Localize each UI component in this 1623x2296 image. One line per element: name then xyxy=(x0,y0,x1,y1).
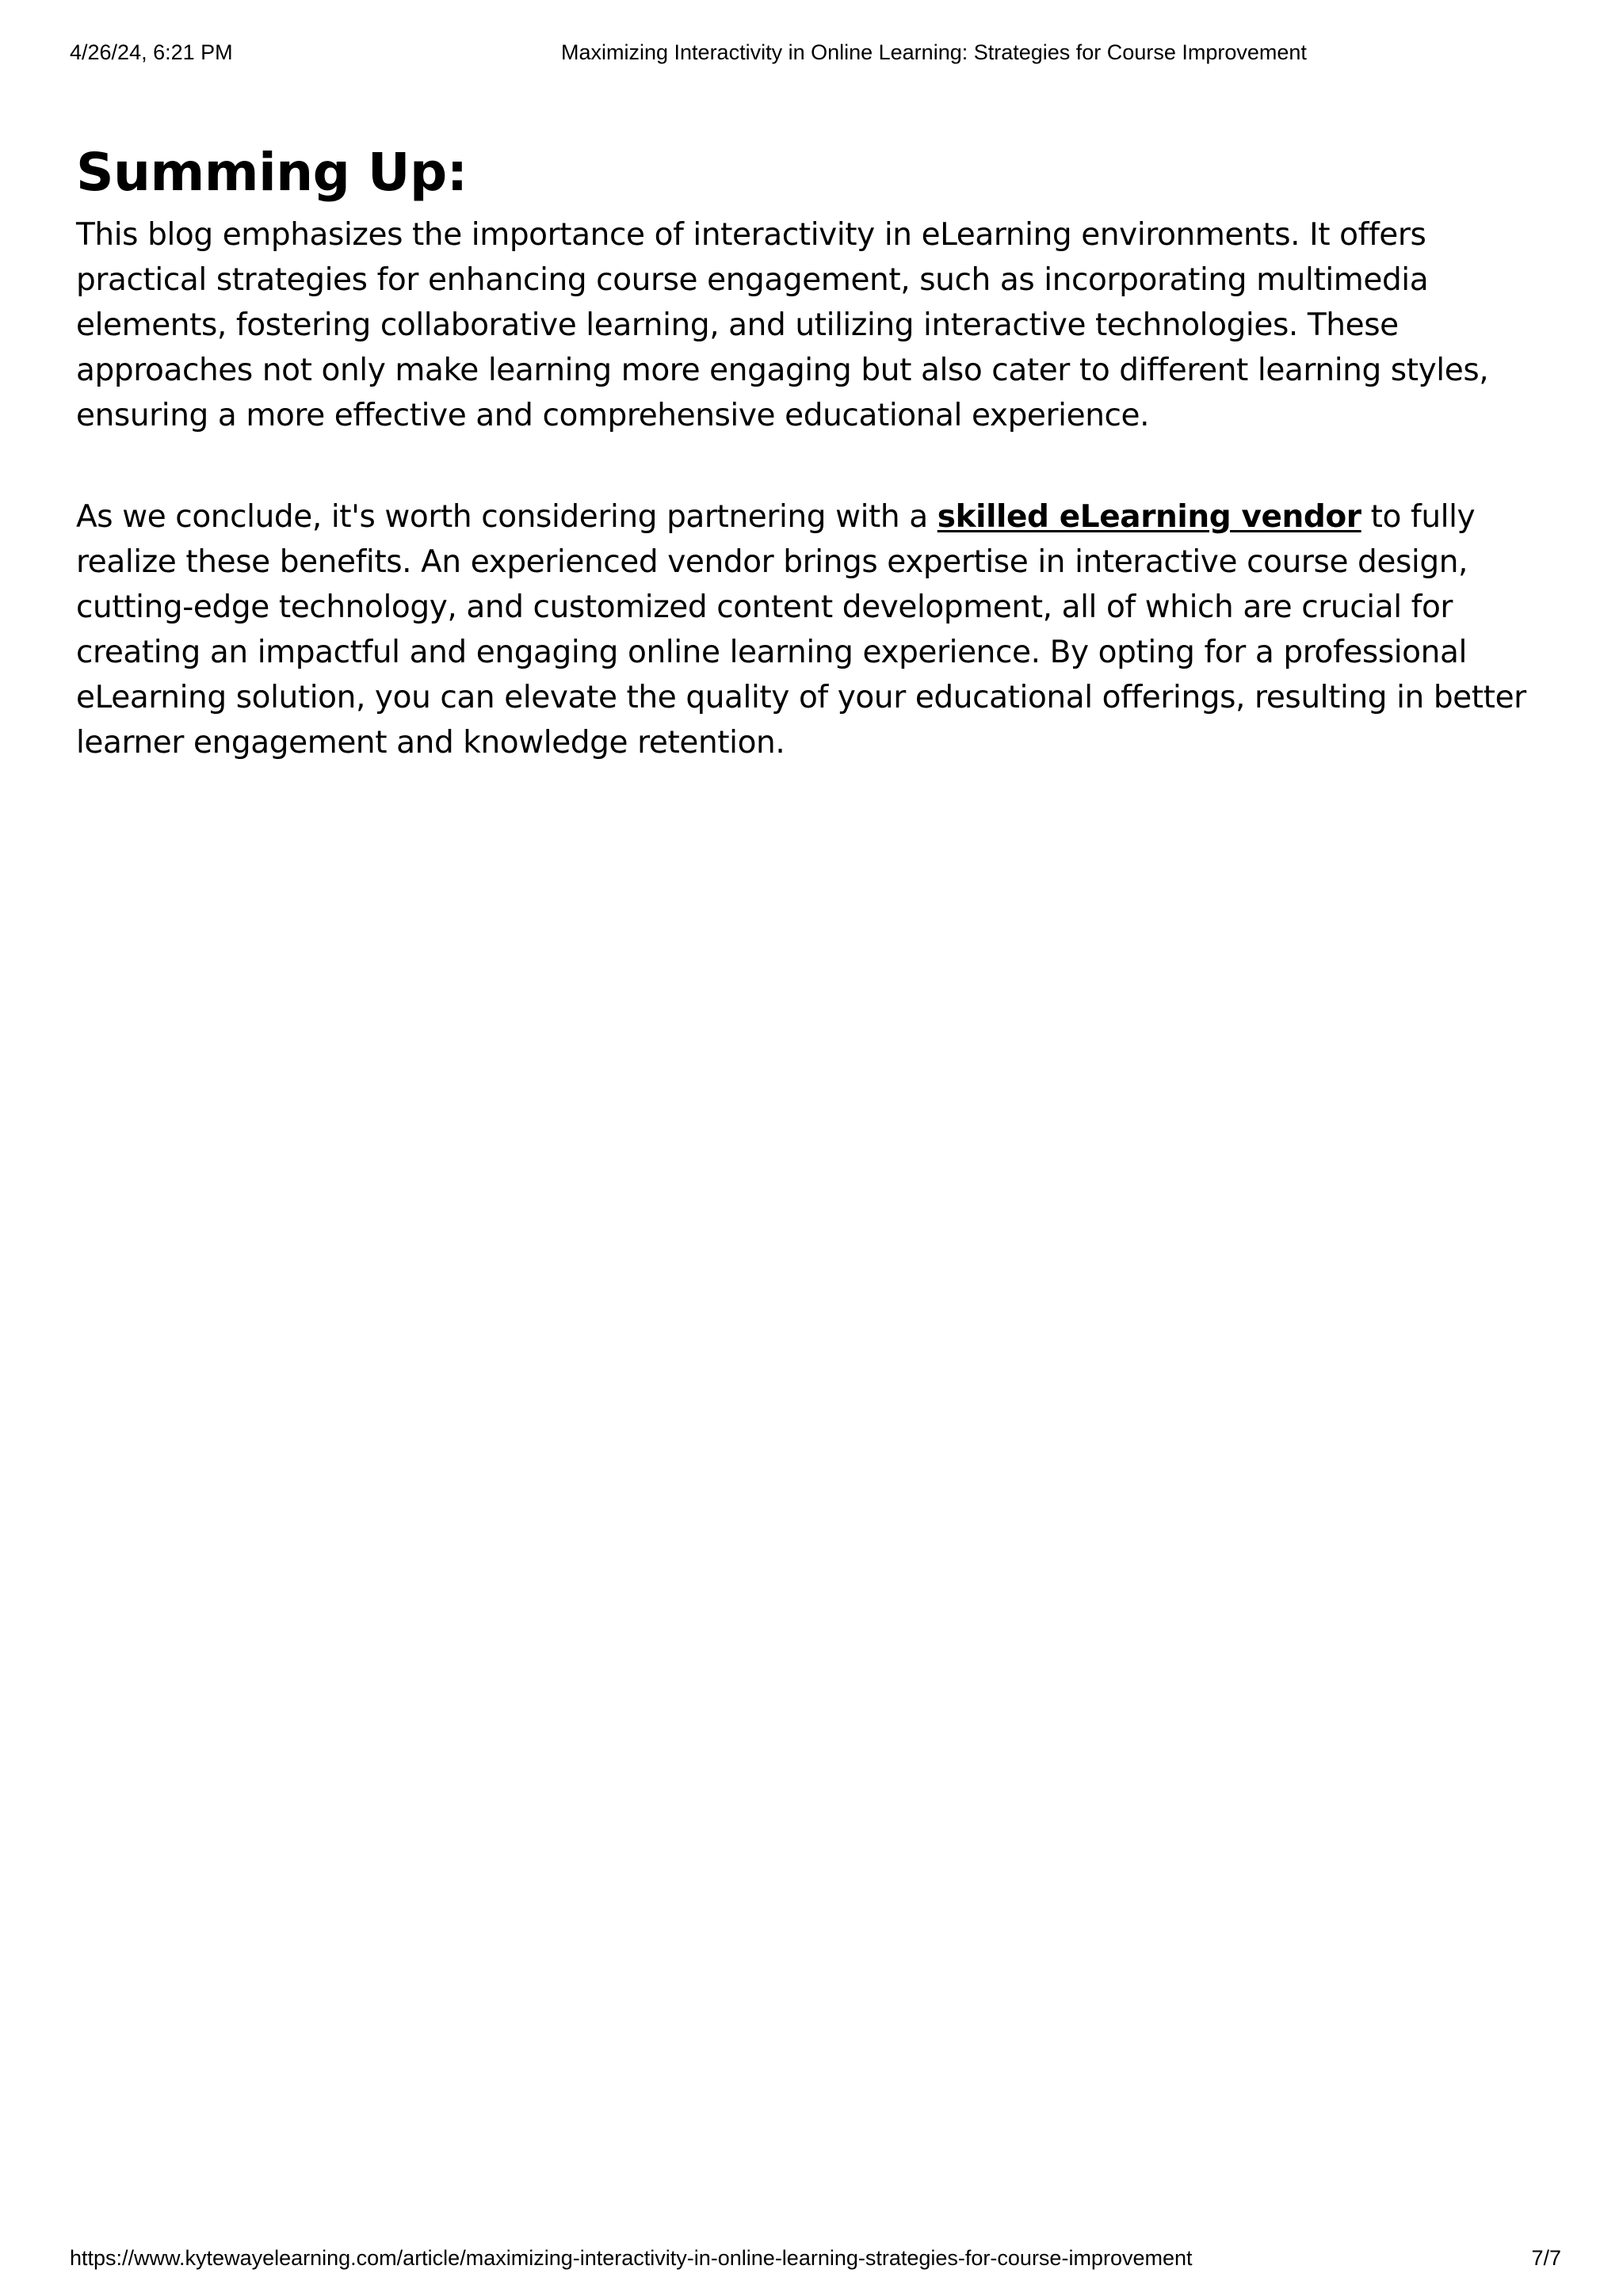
article-content xyxy=(76,133,1566,765)
conclusion-text-start: As we conclude, it's worth considering partnering with a xyxy=(76,499,938,535)
section-heading: Summing Up: xyxy=(76,142,468,203)
summary-paragraph: This blog emphasizes the importance of interactivity in eLearning environments. It offers practical strategies for enhancing course engagement, such as incorporating multimedia elements, fostering collaborative learning, and utilizing interactive technologies. These approaches not only make learning more engaging but also cater to different learning styles, ensuring a more effective and comprehensive educational experience. xyxy=(76,217,1489,433)
skilled-elearning-vendor-link[interactable]: skilled eLearning vendor xyxy=(937,499,1361,535)
conclusion-paragraph xyxy=(76,494,1566,765)
conclusion-text-end: to fully realize these benefits. An experienced vendor brings expertise in interactive course design, cutting-edge technology, and customized content development, all of which are crucial for creating an impactful and engaging online learning experience. By opting for a professional eLearning solution, you can elevate the quality of your educational offerings, resulting in better learner engagement and knowledge retention. xyxy=(76,499,1526,761)
print-page-title: Maximizing Interactivity in Online Learning: Strategies for Course Improvement xyxy=(561,40,1307,64)
print-datetime: 4/26/24, 6:21 PM xyxy=(70,40,233,64)
print-url: https://www.kytewayelearning.com/article/maximizing-interactivity-in-online-learning-strategies-for-course-improvement xyxy=(70,2246,1193,2270)
print-footer xyxy=(70,2244,1561,2272)
print-header xyxy=(70,38,1553,67)
page-number: 7/7 xyxy=(1531,2246,1561,2270)
